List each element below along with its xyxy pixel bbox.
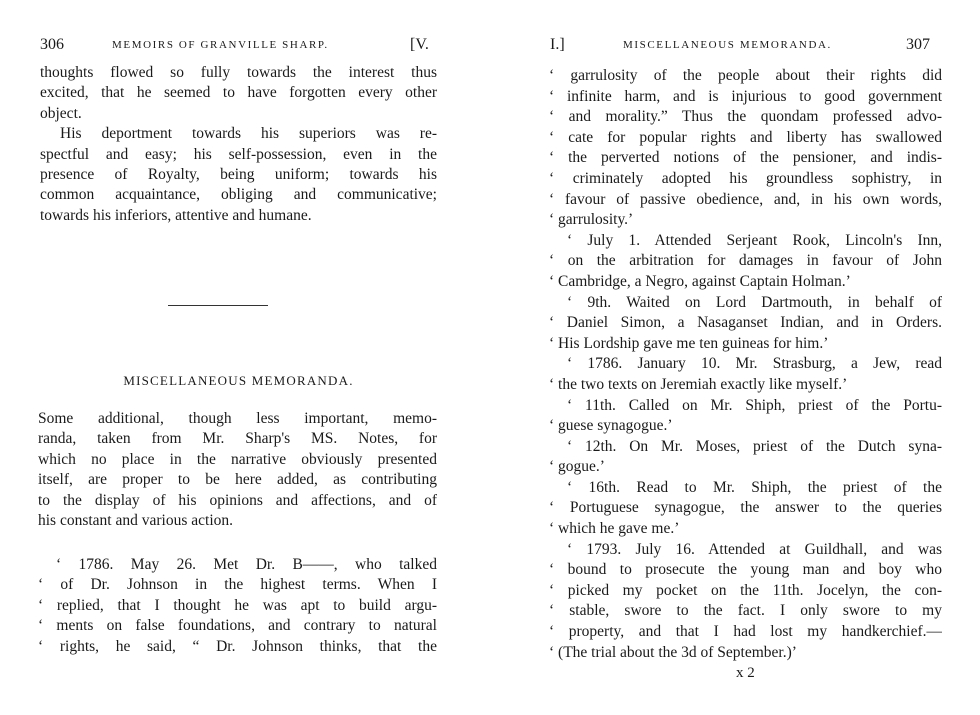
text-line: ‘ garrulosity.’ — [549, 211, 634, 229]
text-line: his constant and various action. — [38, 511, 233, 529]
text-line: ‘ gogue.’ — [549, 458, 605, 476]
text-line: ‘ Cambridge, a Negro, against Captain Holman.’ — [549, 272, 851, 290]
page-number-left: 306 — [40, 36, 64, 53]
paragraph-memorandum-1786 — [38, 555, 437, 657]
text-line: His deportment towards his superiors was re- — [60, 125, 437, 143]
paragraph-deportment — [40, 63, 437, 226]
text-line: ‘ favour of passive obedience, and, in his own words, — [549, 190, 942, 208]
text-line: which no place in the narrative obviously presented — [38, 450, 437, 468]
text-line: thoughts flowed so fully towards the interest thus — [40, 64, 437, 81]
text-line: ‘ 11th. Called on Mr. Shiph, priest of the Portu- — [567, 396, 942, 414]
memoranda-entries — [549, 66, 942, 663]
page-number-right: 307 — [906, 36, 930, 53]
text-line: ‘ 1786. January 10. Mr. Strasburg, a Jew, read — [567, 355, 942, 373]
section-mark-left: [V. — [410, 36, 429, 53]
text-line: ‘ bound to prosecute the young man and boy who — [549, 561, 942, 579]
text-line: Some additional, though less important, memo- — [38, 410, 437, 427]
text-line: ‘ criminately adopted his groundless sophistry, in — [549, 169, 942, 187]
text-line: ‘ Daniel Simon, a Nasaganset Indian, and in Orders. — [549, 314, 942, 332]
text-line: ‘ of Dr. Johnson in the highest terms. When I — [38, 576, 437, 594]
text-line: ‘ guese synagogue.’ — [549, 417, 673, 435]
text-line: ‘ stable, swore to the fact. I only swore to my — [549, 602, 942, 620]
text-line: ‘ ments on false foundations, and contrary to natural — [38, 617, 437, 635]
text-line: presence of Royalty, being uniform; towards his — [40, 165, 437, 183]
text-line: excited, that he seemed to have forgotten every other — [40, 84, 437, 102]
left-page — [0, 0, 480, 715]
text-line: ‘ the two texts on Jeremiah exactly like myself.’ — [549, 375, 848, 393]
text-line: ‘ cate for popular rights and liberty has swallowed — [549, 128, 942, 146]
text-line: towards his inferiors, attentive and humane. — [40, 206, 312, 224]
text-line: ‘ on the arbitration for damages in favour of John — [549, 252, 942, 270]
text-line: spectful and easy; his self-possession, even in the — [40, 145, 437, 163]
text-line: ‘ 1793. July 16. Attended at Guildhall, and was — [567, 540, 942, 558]
text-line: ‘ the perverted notions of the pensioner, and indis- — [549, 149, 942, 167]
text-line: ‘ which he gave me.’ — [549, 520, 680, 538]
text-line: ‘ replied, that I thought he was apt to build argu- — [38, 596, 437, 614]
text-line: ‘ and morality.” Thus the quondam professed advo- — [549, 108, 942, 126]
text-line: common acquaintance, obliging and communicative; — [40, 186, 437, 204]
right-page — [500, 0, 980, 715]
text-line: ‘ Portuguese synagogue, the answer to the queries — [549, 499, 942, 517]
text-line: randa, taken from Mr. Sharp's MS. Notes, for — [38, 430, 437, 448]
text-line: itself, are proper to be here added, as contributing — [38, 471, 437, 489]
section-heading: MISCELLANEOUS MEMORANDA. — [123, 373, 354, 388]
catchword: x 2 — [736, 665, 755, 681]
text-line: object. — [40, 104, 82, 122]
text-line: ‘ His Lordship gave me ten guineas for him.’ — [549, 334, 829, 352]
text-line: ‘ 9th. Waited on Lord Dartmouth, in behalf of — [567, 293, 942, 311]
paragraph-introduction — [38, 409, 437, 531]
running-title-left: MEMOIRS OF GRANVILLE SHARP. — [112, 39, 329, 51]
section-mark-right: I.] — [550, 36, 565, 53]
text-line: ‘ property, and that I had lost my handkerchief.— — [549, 623, 942, 641]
section-divider — [168, 305, 268, 306]
text-line: to the display of his opinions and affections, and of — [38, 491, 437, 509]
text-line: ‘ July 1. Attended Serjeant Rook, Lincoln's Inn, — [567, 231, 942, 249]
running-head-right — [550, 36, 940, 56]
text-line: ‘ picked my pocket on the 11th. Jocelyn, the con- — [549, 581, 942, 599]
text-line: ‘ 16th. Read to Mr. Shiph, the priest of the — [567, 478, 942, 496]
running-title-right: MISCELLANEOUS MEMORANDA. — [623, 39, 832, 51]
running-head-left — [40, 36, 440, 56]
text-line: ‘ rights, he said, “ Dr. Johnson thinks, that the — [38, 637, 437, 655]
text-line: ‘ 1786. May 26. Met Dr. B——, who talked — [56, 556, 437, 573]
text-line: ‘ infinite harm, and is injurious to good government — [549, 87, 942, 105]
text-line: ‘ (The trial about the 3d of September.)’ — [549, 643, 797, 661]
text-line: ‘ garrulosity of the people about their rights did — [549, 67, 942, 84]
text-line: ‘ 12th. On Mr. Moses, priest of the Dutch syna- — [567, 437, 942, 455]
